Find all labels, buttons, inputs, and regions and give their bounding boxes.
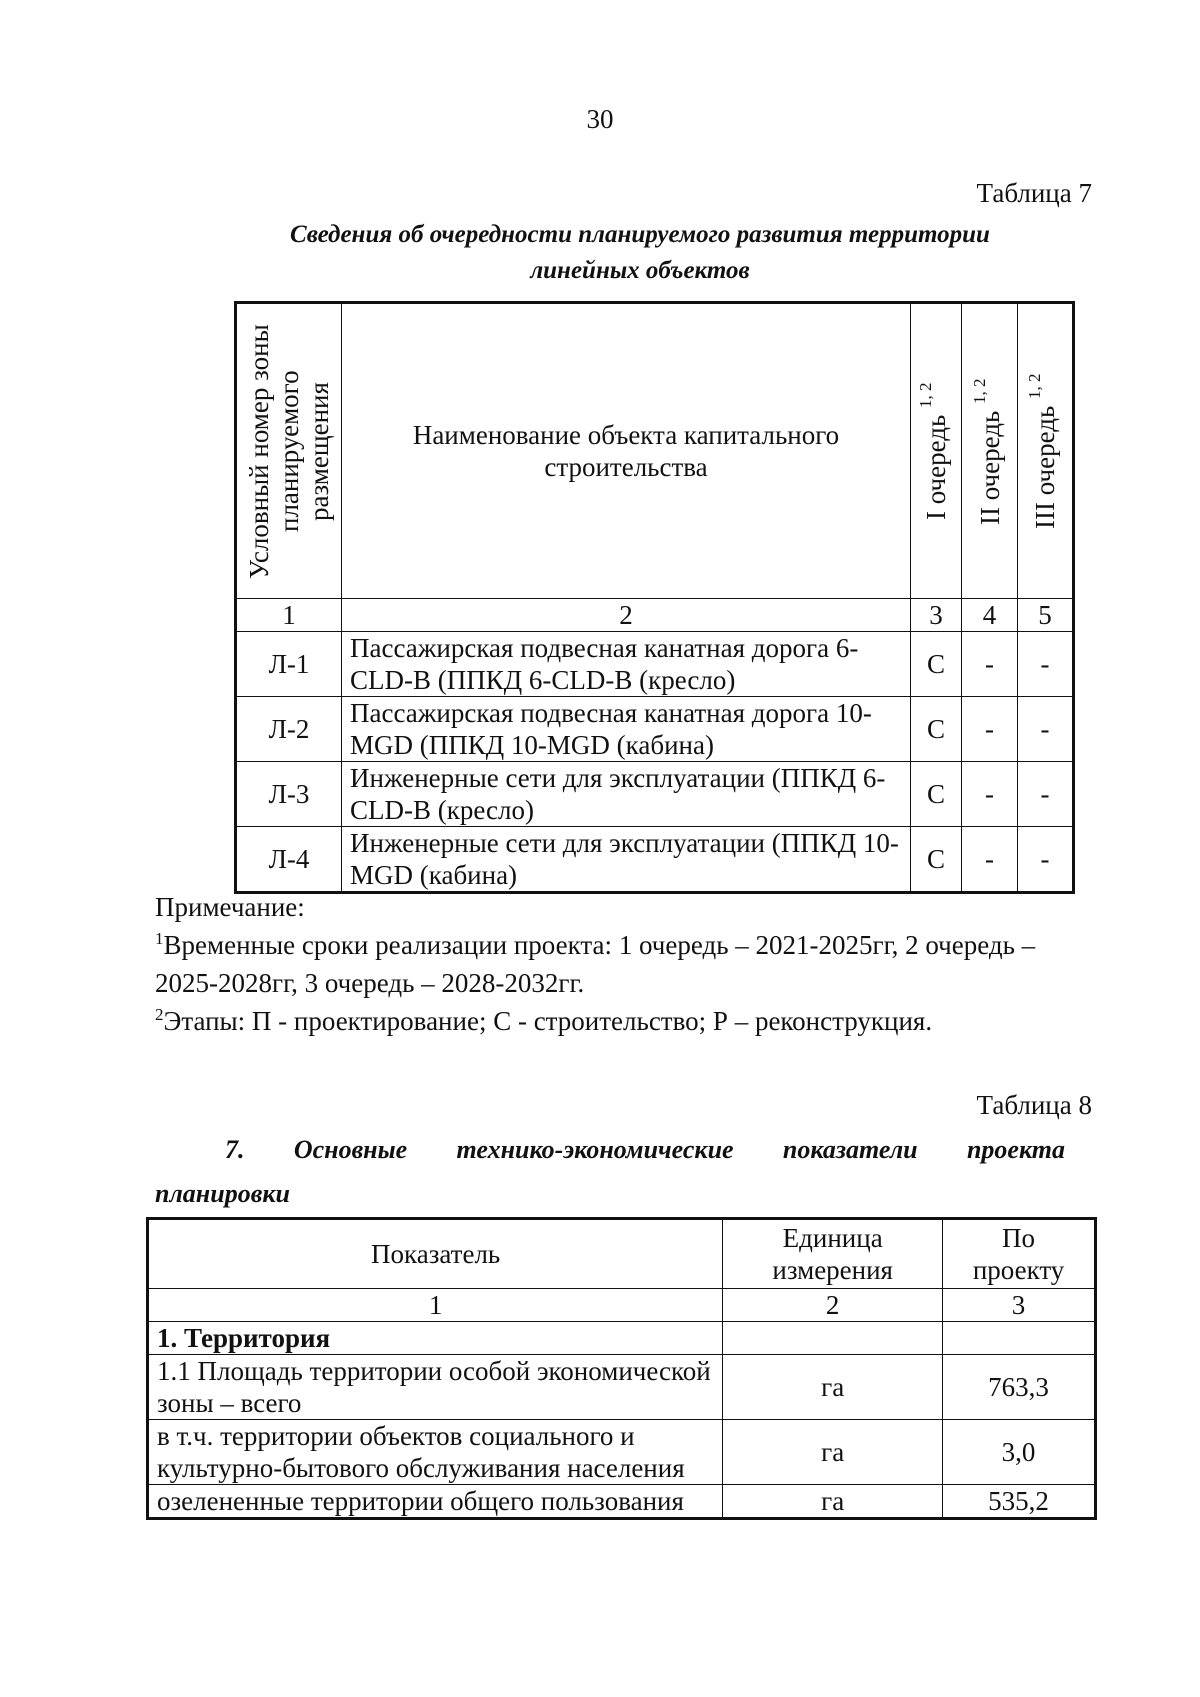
q2-cell: - — [962, 827, 1018, 893]
table-row — [236, 762, 1074, 827]
empty-cell — [943, 1322, 1096, 1355]
note-2 — [155, 1002, 1075, 1040]
q3-header-text: III очередь — [1030, 405, 1060, 529]
q1-header-sup: 1, 2 — [916, 382, 935, 408]
q1-cell: С — [911, 762, 962, 827]
unit-cell: га — [723, 1485, 943, 1519]
col-number: 1 — [236, 599, 342, 632]
table-row — [148, 1420, 1096, 1485]
note-1-mark: 1 — [155, 929, 164, 948]
table-row — [236, 697, 1074, 762]
col-number: 5 — [1018, 599, 1074, 632]
table7-title-line1: Сведения об очередности планируемого развития территории — [290, 221, 990, 248]
table7-label: Таблица 7 — [976, 178, 1092, 208]
unit-cell: га — [723, 1420, 943, 1485]
zone-cell: Л-4 — [236, 827, 342, 893]
indicator-cell: озелененные территории общего пользования — [148, 1485, 723, 1519]
col-number: 2 — [342, 599, 911, 632]
value-cell: 535,2 — [943, 1485, 1096, 1519]
note-1-text: Временные сроки реализации проекта: 1 очередь – 2021-2025гг, 2 очередь – 2025-2028гг, 3 очередь – 2028-2032гг. — [155, 930, 1036, 998]
empty-cell — [723, 1322, 943, 1355]
q3-header-sup: 1, 2 — [1025, 373, 1044, 399]
col-number: 2 — [723, 1289, 943, 1322]
heading-word: показатели — [782, 1135, 918, 1164]
table7-header-q3 — [1018, 303, 1074, 599]
table7-header-name — [342, 303, 911, 599]
table7-header-zone — [236, 303, 342, 599]
table8-label: Таблица 8 — [976, 1090, 1092, 1120]
heading-line2: планировки — [155, 1179, 290, 1208]
table7 — [234, 301, 1075, 894]
q1-cell: С — [911, 632, 962, 697]
table7-header-row — [236, 303, 1074, 599]
col-number: 3 — [911, 599, 962, 632]
value-cell: 3,0 — [943, 1420, 1096, 1485]
heading-number: 7. — [225, 1135, 245, 1164]
table-row — [236, 827, 1074, 893]
table-row — [148, 1355, 1096, 1420]
zone-cell: Л-2 — [236, 697, 342, 762]
note-2-mark: 2 — [155, 1005, 164, 1024]
heading-word: технико-экономические — [456, 1135, 734, 1164]
table-row — [236, 632, 1074, 697]
q1-header-text: I очередь — [921, 414, 951, 520]
q2-cell: - — [962, 762, 1018, 827]
q2-header-text: II очередь — [974, 409, 1005, 525]
q1-cell: С — [911, 827, 962, 893]
heading-word: Основные — [293, 1135, 408, 1164]
zone-header-text: Условный номер зоны планируемого размещения — [244, 323, 334, 579]
col-number: 3 — [943, 1289, 1096, 1322]
table8-section-row — [148, 1322, 1096, 1355]
q3-cell: - — [1018, 827, 1074, 893]
col-number: 1 — [148, 1289, 723, 1322]
object-name-cell: Инженерные сети для эксплуатации (ППКД 10-MGD (кабина) — [342, 827, 911, 893]
notes-title: Примечание: — [155, 892, 305, 922]
indicator-cell: в т.ч. территории объектов социального и культурно-бытового обслуживания населения — [148, 1420, 723, 1485]
value-header: По проекту — [943, 1219, 1096, 1289]
q3-cell: - — [1018, 697, 1074, 762]
table8 — [146, 1217, 1097, 1520]
q3-cell: - — [1018, 632, 1074, 697]
table8-number-row — [148, 1289, 1096, 1322]
table7-header-q1 — [911, 303, 962, 599]
zone-cell: Л-3 — [236, 762, 342, 827]
col-number: 4 — [962, 599, 1018, 632]
object-name-cell: Пассажирская подвесная канатная дорога 10-MGD (ППКД 10-MGD (кабина) — [342, 697, 911, 762]
table8-heading — [155, 1128, 1065, 1216]
indicator-header: Показатель — [148, 1219, 723, 1289]
table7-header-q2 — [962, 303, 1018, 599]
value-cell: 763,3 — [943, 1355, 1096, 1420]
page-number: 30 — [586, 104, 614, 134]
q2-cell: - — [962, 632, 1018, 697]
q2-header-sup: 1, 2 — [969, 377, 989, 404]
q2-cell: - — [962, 697, 1018, 762]
q3-cell: - — [1018, 762, 1074, 827]
zone-cell: Л-1 — [236, 632, 342, 697]
table7-number-row — [236, 599, 1074, 632]
unit-header: Единица измерения — [723, 1219, 943, 1289]
heading-word: проекта — [966, 1135, 1065, 1164]
note-2-text: Этапы: П - проектирование; С - строительство; Р – реконструкция. — [163, 1006, 933, 1036]
q1-cell: С — [911, 697, 962, 762]
object-name-cell: Пассажирская подвесная канатная дорога 6-CLD-B (ППКД 6-CLD-B (кресло) — [342, 632, 911, 697]
unit-cell: га — [723, 1355, 943, 1420]
name-header-text: Наименование объекта капитального строительства — [412, 420, 840, 482]
table8-header-row — [148, 1219, 1096, 1289]
table-row — [148, 1485, 1096, 1519]
object-name-cell: Инженерные сети для эксплуатации (ППКД 6-CLD-B (кресло) — [342, 762, 911, 827]
note-1 — [155, 926, 1075, 1002]
indicator-cell: 1.1 Площадь территории особой экономической зоны – всего — [148, 1355, 723, 1420]
section-title: 1. Территория — [148, 1322, 723, 1355]
table7-title-line2: линейных объектов — [530, 257, 750, 284]
